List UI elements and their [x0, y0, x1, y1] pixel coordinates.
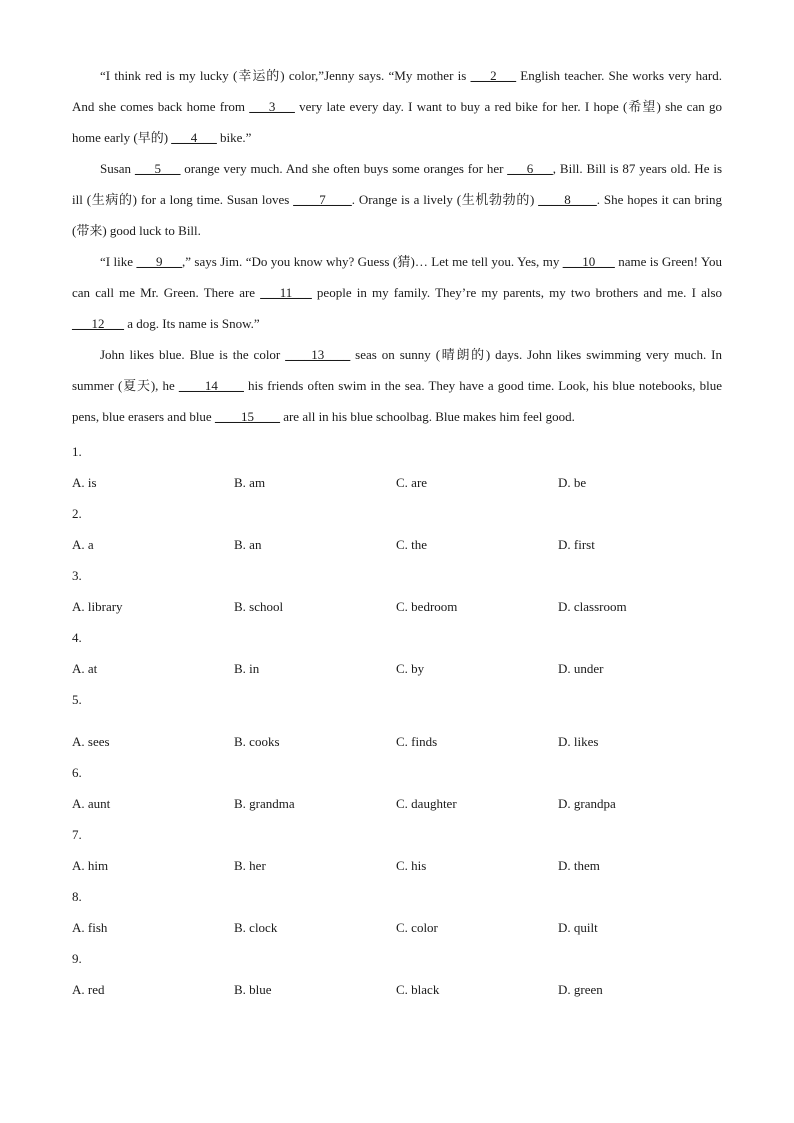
option-d: D. them — [558, 858, 600, 873]
blank-13: ____13____ — [285, 347, 351, 362]
option-b: B. blue — [234, 982, 272, 997]
options-row — [72, 591, 722, 622]
blank-8: ____8____ — [538, 192, 597, 207]
option-b: B. her — [234, 858, 266, 873]
options-row — [72, 653, 722, 684]
option-d: D. classroom — [558, 599, 627, 614]
blank-14: ____14____ — [178, 378, 244, 393]
blank-4: ___4___ — [171, 130, 217, 145]
question-number: 1. — [72, 444, 82, 459]
options-row — [72, 788, 722, 819]
text: are all in his blue schoolbag. Blue makes him feel good. — [279, 409, 575, 424]
text: Susan — [100, 161, 135, 176]
blank-10: ___10___ — [562, 254, 615, 269]
option-a: A. red — [72, 982, 105, 997]
question-number: 9. — [72, 951, 82, 966]
option-a: A. library — [72, 599, 123, 614]
paragraph-3 — [72, 246, 722, 339]
question-number: 8. — [72, 889, 82, 904]
paragraph-1 — [72, 60, 722, 153]
option-c: C. black — [396, 982, 440, 997]
question-3 — [72, 560, 722, 622]
option-a: A. sees — [72, 734, 110, 749]
question-number: 2. — [72, 506, 82, 521]
paragraph-4 — [72, 339, 722, 432]
option-c: C. by — [396, 661, 425, 676]
option-d: D. be — [558, 475, 587, 490]
blank-7: ____7____ — [293, 192, 352, 207]
text: people in my family. They’re my parents, my two brothers and me. I also — [311, 285, 723, 300]
text: seas on sunny (晴朗的) days. John likes swimming very much. In summer (夏天), he — [72, 347, 722, 393]
options-row — [72, 850, 722, 881]
option-c: C. the — [396, 537, 428, 552]
question-7 — [72, 819, 722, 881]
text: his friends often swim in the sea. They have a good time. Look, his blue notebooks, blue pens, blue erasers and blue — [72, 378, 723, 424]
blank-2: ___2___ — [470, 68, 517, 83]
option-b: B. am — [234, 475, 266, 490]
text: “I think red is my lucky (幸运的) color,”Jenny says. “My mother is — [100, 68, 471, 83]
blank-11: ___11___ — [260, 285, 312, 300]
options-row — [72, 726, 722, 757]
option-c: C. daughter — [396, 796, 457, 811]
text: , Bill. Bill is 87 years old. He is ill (生病的) for a long time. Susan loves — [72, 161, 723, 207]
text: ,” says Jim. “Do you know why? Guess (猜)… Let me tell you. Yes, my — [181, 254, 563, 269]
blank-6: ___6___ — [507, 161, 553, 176]
option-b: B. an — [234, 537, 262, 552]
option-b: B. school — [234, 599, 284, 614]
blank-5: ___5___ — [134, 161, 181, 176]
option-a: A. fish — [72, 920, 108, 935]
text: a dog. Its name is Snow.” — [124, 316, 260, 331]
option-c: C. are — [396, 475, 428, 490]
question-1 — [72, 436, 722, 498]
option-b: B. in — [234, 661, 260, 676]
blank-12: ___12___ — [72, 316, 124, 331]
option-b: B. cooks — [234, 734, 280, 749]
question-4 — [72, 622, 722, 684]
option-a: A. at — [72, 661, 98, 676]
text: very late every day. I want to buy a red bike for her. I hope (希望) she can go home early (早的) — [72, 99, 722, 145]
option-a: A. him — [72, 858, 109, 873]
blank-3: ___3___ — [249, 99, 295, 114]
option-b: B. clock — [234, 920, 278, 935]
question-8 — [72, 881, 722, 943]
option-c: C. his — [396, 858, 427, 873]
option-a: A. a — [72, 537, 94, 552]
option-d: D. quilt — [558, 920, 598, 935]
question-2 — [72, 498, 722, 560]
option-c: C. bedroom — [396, 599, 458, 614]
question-number: 3. — [72, 568, 82, 583]
paragraph-2 — [72, 153, 722, 246]
option-a: A. is — [72, 475, 97, 490]
option-d: D. grandpa — [558, 796, 616, 811]
question-9 — [72, 943, 722, 1005]
options-row — [72, 912, 722, 943]
options-row — [72, 974, 722, 1005]
question-number: 7. — [72, 827, 82, 842]
option-d: D. likes — [558, 734, 599, 749]
blank-15: ____15____ — [214, 409, 280, 424]
text: bike.” — [216, 130, 252, 145]
option-d: D. under — [558, 661, 604, 676]
question-number: 4. — [72, 630, 82, 645]
options-row — [72, 529, 722, 560]
question-6 — [72, 757, 722, 819]
text: name is Green! You can call me Mr. Green. There are — [72, 254, 723, 300]
option-d: D. green — [558, 982, 603, 997]
text: orange very much. And she often buys some oranges for her — [180, 161, 508, 176]
option-b: B. grandma — [234, 796, 295, 811]
option-d: D. first — [558, 537, 595, 552]
text: John likes blue. Blue is the color — [100, 347, 286, 362]
options-row — [72, 467, 722, 498]
question-number: 5. — [72, 692, 82, 707]
question-list — [72, 436, 722, 1005]
question-5 — [72, 684, 722, 757]
text: English teacher. She works very hard. And she comes back home from — [72, 68, 722, 114]
text: “I like — [100, 254, 137, 269]
question-number: 6. — [72, 765, 82, 780]
blank-9: ___9___ — [136, 254, 182, 269]
text: . She hopes it can bring (带来) good luck to Bill. — [72, 192, 722, 238]
option-c: C. finds — [396, 734, 438, 749]
option-a: A. aunt — [72, 796, 111, 811]
text: . Orange is a lively (生机勃勃的) — [351, 192, 539, 207]
option-c: C. color — [396, 920, 438, 935]
cloze-passage — [72, 60, 722, 432]
